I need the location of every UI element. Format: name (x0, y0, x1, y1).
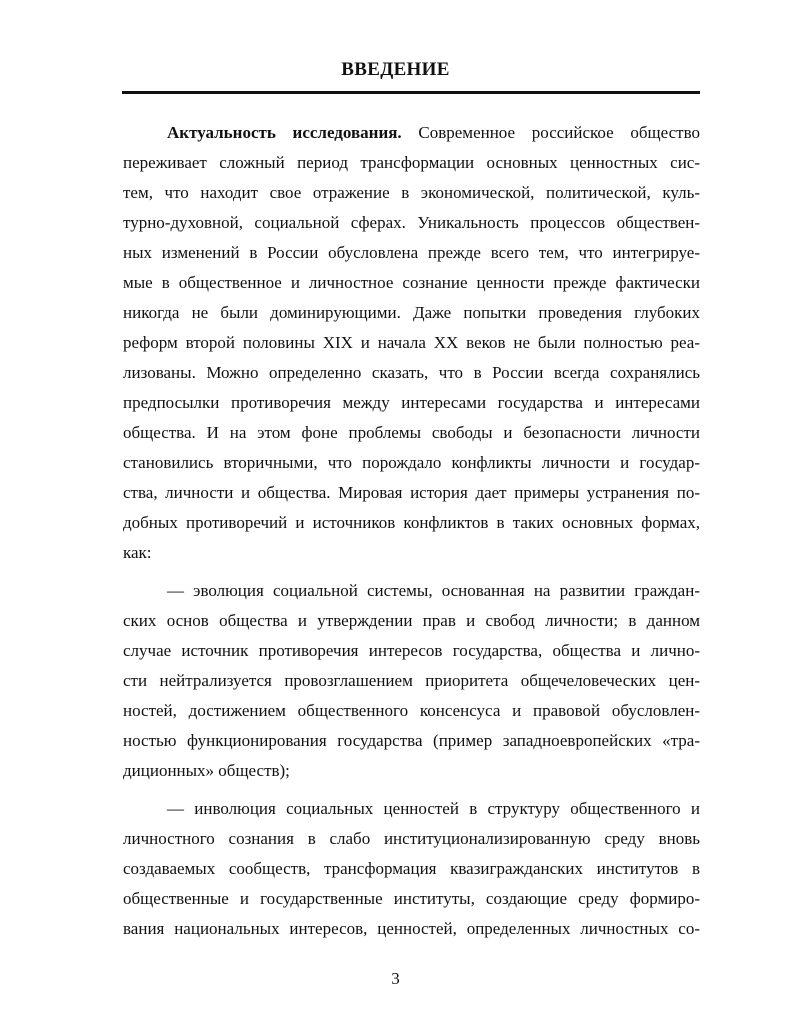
paragraph-1-line-1 (123, 118, 700, 148)
text-line: ных изменений в России обусловлена прежде всего тем, что интегрируе- (123, 243, 700, 262)
text-line: реформ второй половины XIX и начала XX веков не были полностью реа- (123, 333, 700, 352)
text-line: добных противоречий и источников конфликтов в таких основных формах, (123, 513, 700, 532)
text-line: — эволюция социальной системы, основанная на развитии граждан- (167, 581, 700, 600)
text-line: никогда не были доминирующими. Даже попытки проведения глубоких (123, 303, 700, 322)
text-line: становились вторичными, что порождало конфликты личности и государ- (123, 453, 700, 472)
text-line: переживает сложный период трансформации основных ценностных сис- (123, 153, 700, 172)
title-underline (122, 91, 700, 94)
page-number: 3 (391, 969, 400, 988)
text-line: мые в общественное и личностное сознание ценности прежде фактически (123, 273, 700, 292)
text-line: личностного сознания в слабо институционализированную среду вновь (123, 829, 700, 848)
page-title: ВВЕДЕНИЕ (341, 59, 450, 80)
text-line: турно-духовной, социальной сферах. Уникальность процессов обществен- (123, 213, 700, 232)
text-line: как: (123, 543, 152, 562)
text-line: создаваемых сообществ, трансформация квазигражданских институтов в (123, 859, 700, 878)
text-line: Современное российское общество (401, 123, 700, 142)
text-line: случае источник противоречия интересов государства, общества и лично- (123, 641, 700, 660)
text-line: лизованы. Можно определенно сказать, что в России всегда сохранялись (123, 363, 700, 382)
text-line: вания национальных интересов, ценностей, определенных личностных со- (123, 919, 700, 938)
text-line: общества. И на этом фоне проблемы свободы и безопасности личности (123, 423, 700, 442)
text-line: предпосылки противоречия между интересами государства и интересами (123, 393, 700, 412)
text-line: — инволюция социальных ценностей в структуру общественного и (167, 799, 700, 818)
paragraph-spacer (123, 786, 700, 794)
paragraph-spacer (123, 568, 700, 576)
text-line: ностью функционирования государства (пример западноевропейских «тра- (123, 731, 700, 750)
text-line: ских основ общества и утверждении прав и свобод личности; в данном (123, 611, 700, 630)
text-line: сти нейтрализуется провозглашением приоритета общечеловеческих цен- (123, 671, 700, 690)
document-body (123, 118, 700, 944)
text-line: тем, что находит свое отражение в экономической, политической, куль- (123, 183, 700, 202)
text-line: диционных» обществ); (123, 761, 290, 780)
section-lead-title: Актуальность исследования. (167, 123, 402, 142)
text-line: общественные и государственные институты, создающие среду формиро- (123, 889, 700, 908)
text-line: ства, личности и общества. Мировая история дает примеры устранения по- (123, 483, 700, 502)
text-line: ностей, достижением общественного консенсуса и правовой обусловлен- (123, 701, 700, 720)
